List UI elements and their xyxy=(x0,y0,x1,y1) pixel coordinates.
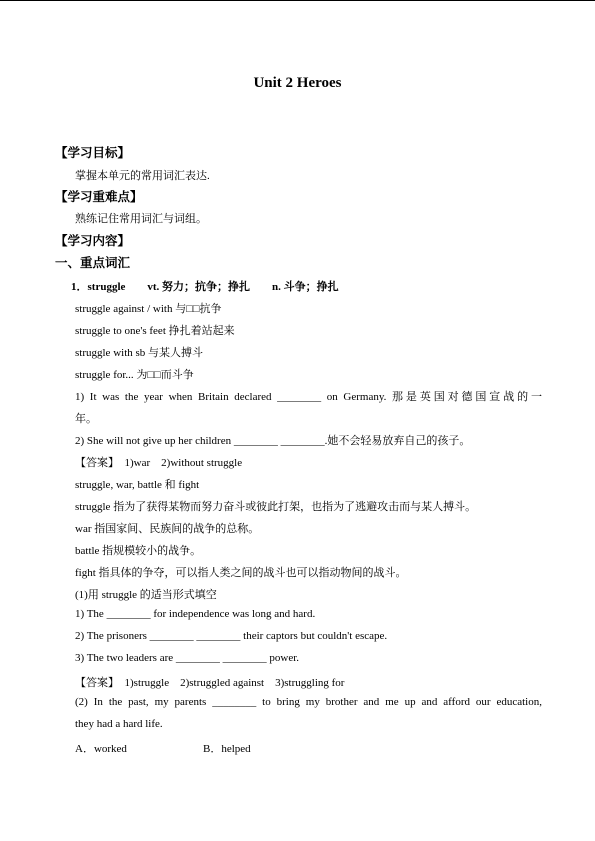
goal-heading: 【学习目标】 xyxy=(55,146,131,160)
task-item: 1) The ________ for independence was long and hard. xyxy=(75,608,316,620)
answer-2: 【答案】 1)struggle 2)struggled against 3)struggling for xyxy=(75,677,345,689)
vocab-heading: 一、重点词汇 xyxy=(55,256,131,270)
compare-heading: struggle, war, battle 和 fight xyxy=(75,479,200,491)
explanation-item: war 指国家间、民族间的战争的总称。 xyxy=(75,523,260,535)
explanation-item: fight 指具体的争夺，可以指人类之间的战斗也可以指动物间的战斗。 xyxy=(75,567,407,579)
phrase-item: struggle for... 为□□而斗争 xyxy=(75,369,194,381)
explanation-item: battle 指规模较小的战争。 xyxy=(75,545,202,557)
top-rule xyxy=(0,0,595,1)
vocab-word-struggle: 1．struggle vt. 努力；抗争；挣扎 n. 斗争；挣扎 xyxy=(71,281,339,293)
example-2: 2) She will not give up her children ________ ________.她不会轻易放弃自己的孩子。 xyxy=(75,435,471,447)
key-points-text: 熟练记住常用词汇与词组。 xyxy=(75,213,207,225)
example-1-cont: 年。 xyxy=(75,413,97,425)
option-a: A．worked xyxy=(75,743,127,755)
goal-text: 掌握本单元的常用词汇表达. xyxy=(75,170,210,182)
key-points-heading: 【学习重难点】 xyxy=(55,190,143,204)
option-b: B．helped xyxy=(203,743,251,755)
phrase-item: struggle to one's feet 挣扎着站起来 xyxy=(75,325,235,337)
answer-1: 【答案】 1)war 2)without struggle xyxy=(75,457,243,469)
question-2-cont: they had a hard life. xyxy=(75,718,163,730)
content-heading: 【学习内容】 xyxy=(55,234,131,248)
task-item: 3) The two leaders are ________ ________ power. xyxy=(75,652,300,664)
question-2: (2) In the past, my parents ________ to bring my brother and me up and afford our education, xyxy=(75,696,542,708)
phrase-item: struggle with sb 与某人搏斗 xyxy=(75,347,204,359)
task-heading: (1)用 struggle 的适当形式填空 xyxy=(75,589,217,601)
example-1: 1) It was the year when Britain declared ________ on Germany. 那是英国对德国宣战的一 xyxy=(75,391,542,403)
phrase-item: struggle against / with 与□□抗争 xyxy=(75,303,222,315)
page-title: Unit 2 Heroes xyxy=(253,75,342,91)
explanation-item: struggle 指为了获得某物而努力奋斗或彼此打架，也指为了逃避攻击而与某人搏斗。 xyxy=(75,501,477,513)
task-item: 2) The prisoners ________ ________ their captors but couldn't escape. xyxy=(75,630,388,642)
